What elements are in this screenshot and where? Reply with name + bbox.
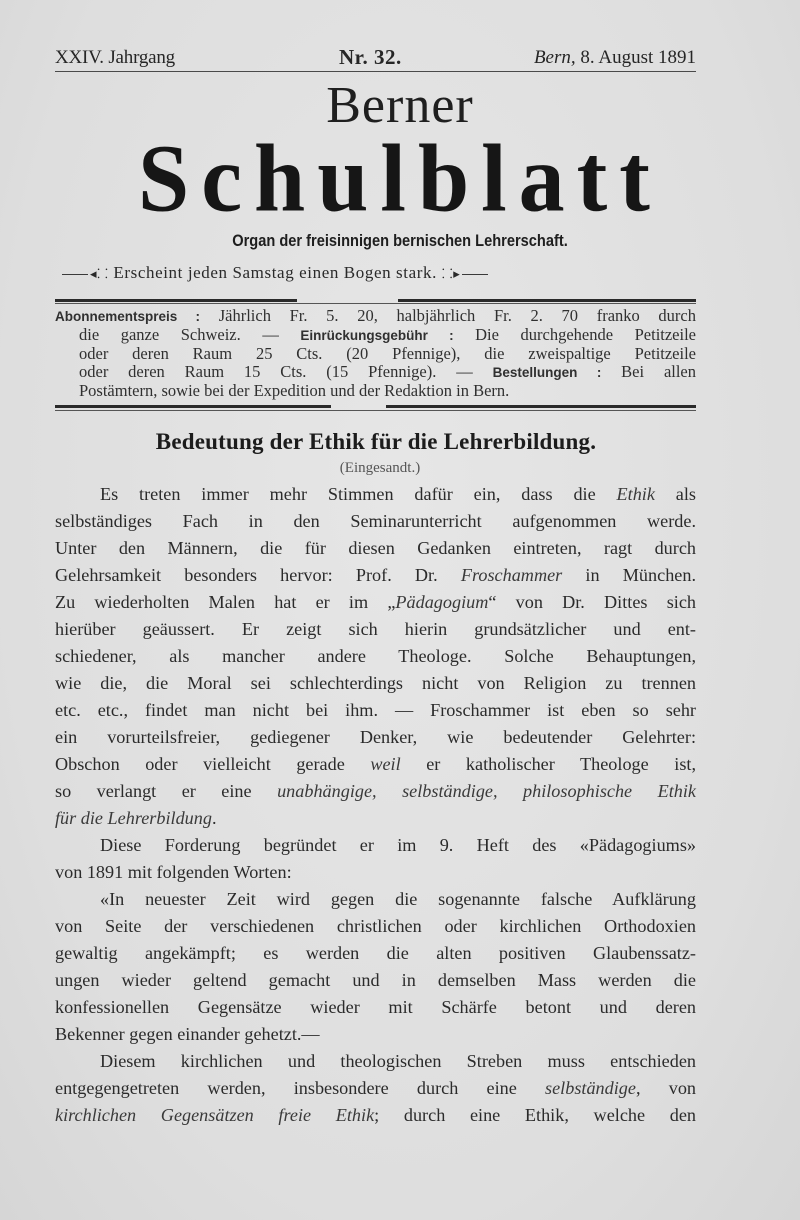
text-line: «In neuester Zeit wird gegen die sogenannte falsche Aufklärung xyxy=(100,889,696,909)
article-body xyxy=(55,481,696,1129)
text-line: Gelehrsamkeit besonders hervor: Prof. Dr. Froschammer in München. xyxy=(55,565,696,585)
subscription-info xyxy=(55,307,696,400)
text-line: Es treten immer mehr Stimmen dafür ein, dass die Ethik als xyxy=(100,484,696,504)
subscription-text: die ganze Schweiz. — xyxy=(79,325,301,344)
text-line: entgegengetreten werden, insbesondere durch eine selbständige, von xyxy=(55,1078,697,1098)
text-line: ein vorurteilsfreier, gediegener Denker, wie bedeutender Gelehrter: xyxy=(55,727,696,747)
text-line: kirchlichen Gegensätzen freie Ethik; durch eine Ethik, welche den xyxy=(55,1105,696,1125)
divider-rule xyxy=(398,299,696,302)
subscription-text: oder deren Raum 15 Cts. (15 Pfennige). — xyxy=(79,362,493,381)
right-ornament-icon: ⸬▸ xyxy=(441,266,461,282)
text-line: gewaltig angekämpft; es werden die alten positiven Glaubenssatz- xyxy=(55,943,696,963)
text-line: wie die, die Moral sei schlechterdings nicht von Religion zu trennen xyxy=(55,673,696,693)
text-line: schiedener, als mancher andere Theologe. Solche Behauptungen, xyxy=(55,646,696,666)
issue-number: Nr. 32. xyxy=(339,45,402,69)
divider-rule-thin xyxy=(55,303,696,304)
article-byline: (Eingesandt.) xyxy=(339,460,421,476)
label-insertion-fee: Einrückungsgebühr : xyxy=(300,328,454,343)
text-line: konfessionellen Gegensätze wieder mit Schärfe betont und deren xyxy=(55,997,696,1017)
label-subscription-price: Abonnementspreis : xyxy=(55,309,201,324)
place: Bern, xyxy=(533,47,576,68)
title-schulblatt: Schulblatt xyxy=(138,124,662,232)
text-line: Zu wiederholten Malen hat er im „Pädagogium“ von Dr. Dittes sich xyxy=(55,592,696,612)
masthead-line xyxy=(55,46,696,70)
left-ornament-icon: ◂⸬ xyxy=(90,266,109,282)
subscription-text: Die durchgehende Petitzeile xyxy=(453,325,696,344)
text-line: ungen wieder geltend gemacht und in demselben Mass werden die xyxy=(55,970,696,990)
masthead-rule xyxy=(55,71,696,72)
volume-label: XXIV. Jahrgang xyxy=(55,47,175,68)
subscription-text: oder deren Raum 25 Cts. (20 Pfennige), die zweispaltige Petitzeile xyxy=(79,344,696,363)
text-line: von 1891 mit folgenden Worten: xyxy=(55,862,292,882)
text-line: Diesem kirchlichen und theologischen Streben muss entschieden xyxy=(100,1051,696,1071)
text-line: Obschon oder vielleicht gerade weil er katholischer Theologe ist, xyxy=(55,754,696,774)
subtitle: Organ der freisinnigen bernischen Lehrerschaft. xyxy=(232,231,568,250)
text-line: hierüber geäussert. Er zeigt sich hierin grundsätzlicher und ent- xyxy=(55,619,696,639)
article-title: Bedeutung der Ethik für die Lehrerbildung. xyxy=(155,429,597,454)
text-line: so verlangt er eine unabhängige, selbständige, philosophische Ethik xyxy=(55,781,696,801)
frequency-text: Erscheint jeden Samstag einen Bogen stark. xyxy=(113,263,437,282)
text-line: von Seite der verschiedenen christlichen oder kirchlichen Orthodoxien xyxy=(55,916,696,936)
subscription-text: Bei allen xyxy=(601,362,697,381)
text-line: Unter den Männern, die für diesen Gedanken eintreten, ragt durch xyxy=(55,538,696,558)
text-line: Bekenner gegen einander gehetzt.— xyxy=(55,1024,320,1044)
publication-frequency xyxy=(60,262,700,284)
date: 8. August 1891 xyxy=(575,47,696,68)
title-berner: Berner xyxy=(326,77,474,134)
text-line: Diese Forderung begründet er im 9. Heft des «Pädagogiums» xyxy=(100,835,696,855)
text-line: etc. etc., findet man nicht bei ihm. — Froschammer ist eben so sehr xyxy=(55,700,696,720)
divider-rule xyxy=(55,299,297,302)
subscription-text: Postämtern, sowie bei der Expedition und der Redaktion in Bern. xyxy=(79,381,510,400)
divider-rule xyxy=(386,405,696,408)
label-orders: Bestellungen : xyxy=(492,365,602,380)
ornament-dash xyxy=(462,274,488,275)
ornament-dash xyxy=(62,274,88,275)
place-date xyxy=(534,46,696,70)
divider-rule-thin xyxy=(55,410,696,411)
divider-rule xyxy=(55,405,331,408)
text-line: für die Lehrerbildung. xyxy=(55,808,217,828)
text-line: selbständiges Fach in den Seminarunterricht aufgenommen werde. xyxy=(55,511,696,531)
subscription-text: Jährlich Fr. 5. 20, halbjährlich Fr. 2. 70 franko durch xyxy=(200,306,696,325)
